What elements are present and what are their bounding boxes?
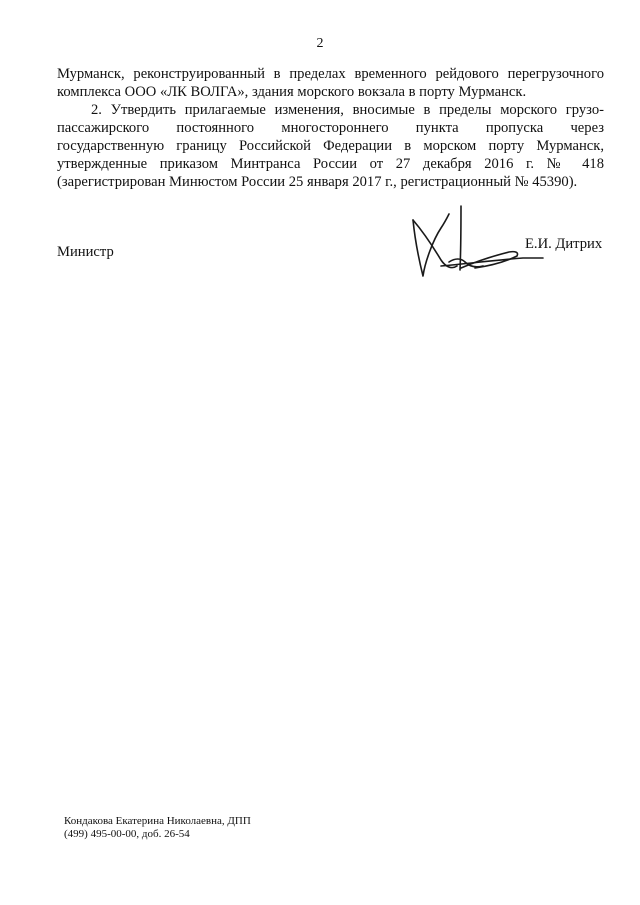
footer-executor-info	[64, 815, 251, 841]
minister-name: Е.И. Дитрих	[525, 236, 603, 252]
minister-title: Министр	[57, 244, 114, 260]
executor-phone: (499) 495-00-00, доб. 26-54	[64, 828, 190, 840]
paragraph-2	[57, 101, 604, 191]
paragraph-2-line-3: государственную границу Российской Федерации в морском порту Мурманск,	[57, 138, 604, 154]
paragraph-2-line-5: (зарегистрирован Минюстом России 25 января 2017 г., регистрационный № 45390).	[57, 174, 578, 190]
paragraph-2-line-4: утвержденные приказом Минтранса России от 27 декабря 2016 г. № 418	[57, 156, 604, 172]
page-number: 2	[316, 36, 324, 51]
paragraph-2-line-2: пассажирского постоянного многостороннего пункта пропуска через	[57, 120, 604, 136]
executor-name: Кондакова Екатерина Николаевна, ДПП	[64, 815, 251, 827]
paragraph-1	[57, 65, 604, 101]
paragraph-1-line-1: Мурманск, реконструированный в пределах временного рейдового перегрузочного	[57, 66, 604, 82]
paragraph-2-line-1: 2. Утвердить прилагаемые изменения, вносимые в пределы морского грузо-	[91, 102, 604, 118]
paragraph-1-line-2: комплекса ООО «ЛК ВОЛГА», здания морского вокзала в порту Мурманск.	[57, 84, 527, 100]
